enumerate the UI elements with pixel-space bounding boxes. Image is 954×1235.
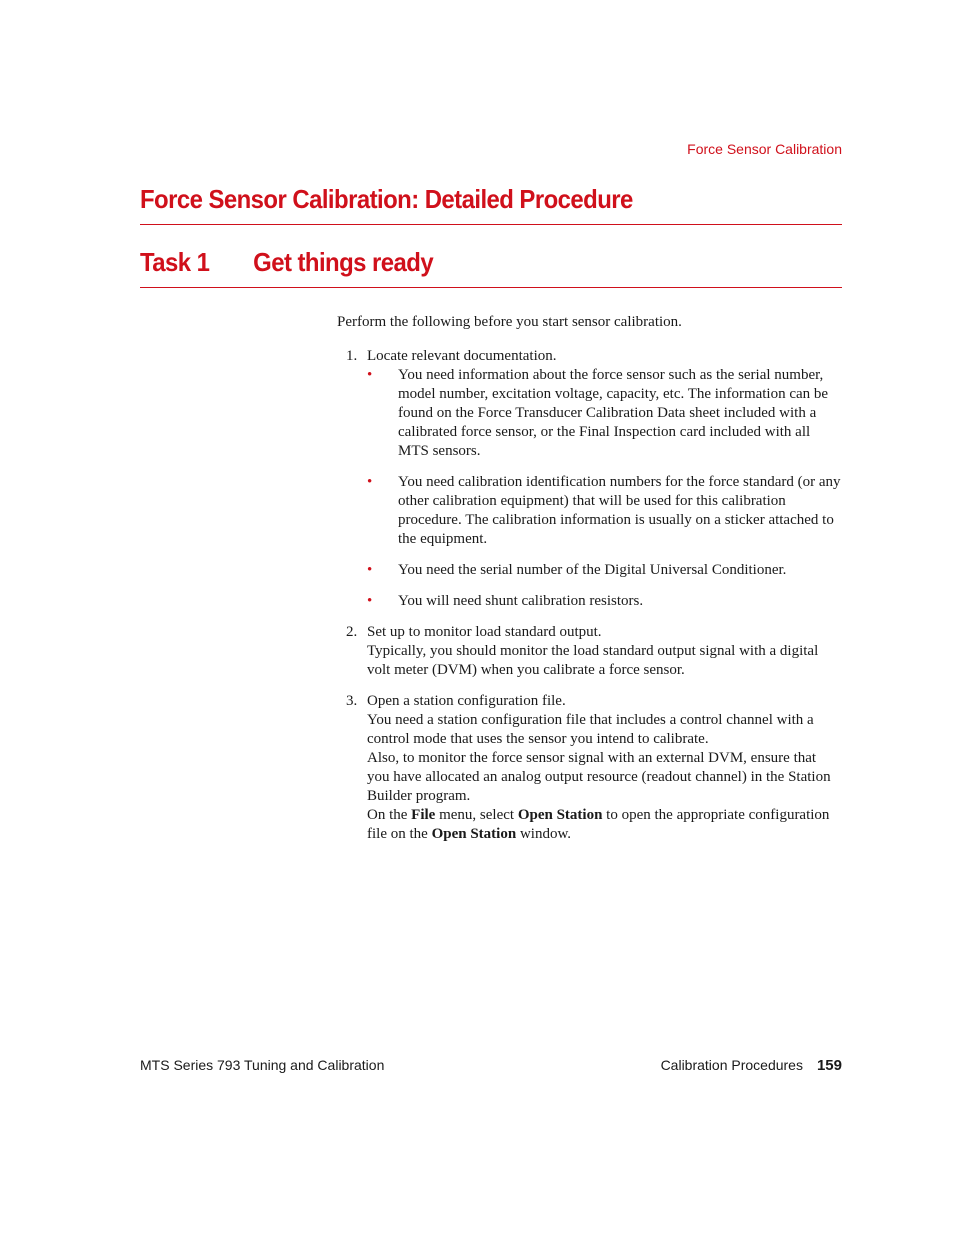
- step-number: 1.: [346, 348, 358, 364]
- footer-title: MTS Series 793 Tuning and Calibration: [140, 1057, 385, 1073]
- bullet-text: You will need shunt calibration resistors.: [398, 593, 644, 609]
- window-name-open-station: Open Station: [431, 826, 517, 842]
- bullet-text: You need information about the force sensor such as the serial number, model number, excitation voltage, capacity, etc. The information can be found on the Force Transducer Calibration Data sheet included with a calibrated force sensor, or the Final Inspection card included with all MTS sensors.: [398, 367, 829, 459]
- step-paragraph: Typically, you should monitor the load standard output signal with a digital volt meter (DVM) when you calibrate a force sensor.: [367, 643, 819, 678]
- step-1: [337, 347, 842, 611]
- step-instruction: [367, 806, 842, 844]
- footer-right: [661, 1057, 842, 1074]
- body-text: [337, 313, 842, 856]
- bullet-text: You need calibration identification numbers for the force standard (or any other calibration equipment) that will be used for this calibration procedure. The calibration information is usually on a sticker attached to the equipment.: [398, 474, 841, 547]
- step-text: Open a station configuration file.: [367, 693, 566, 709]
- bullet-item: [367, 561, 842, 580]
- task-title: Get things ready: [253, 247, 434, 277]
- bullet-icon: •: [367, 593, 373, 609]
- step-2: [337, 623, 842, 680]
- running-head: Force Sensor Calibration: [687, 141, 842, 157]
- bullet-item: [367, 473, 842, 549]
- task-heading-rule: [140, 287, 842, 288]
- step-paragraph: You need a station configuration file that includes a control channel with a control mode that uses the sensor you intend to calibrate.: [367, 712, 814, 747]
- footer-section: Calibration Procedures: [660, 1057, 803, 1073]
- menu-name-file: File: [411, 807, 436, 823]
- step-number: 2.: [346, 624, 358, 640]
- bullet-icon: •: [367, 367, 373, 383]
- page-number: 159: [816, 1057, 842, 1074]
- instruction-text: On the: [367, 807, 412, 823]
- task-number: Task 1: [140, 247, 210, 277]
- bullet-icon: •: [367, 562, 373, 578]
- instruction-text: window.: [516, 826, 572, 842]
- step-3: [337, 692, 842, 844]
- step-text: Set up to monitor load standard output.: [367, 624, 602, 640]
- step-paragraph: Also, to monitor the force sensor signal with an external DVM, ensure that you have allocated an analog output resource (readout channel) in the Station Builder program.: [367, 750, 831, 804]
- bullet-text: You need the serial number of the Digital Universal Conditioner.: [398, 562, 787, 578]
- step-text: Locate relevant documentation.: [367, 348, 557, 364]
- instruction-text: to open the appropriate configuration file on the: [367, 807, 830, 842]
- heading-rule: [140, 224, 842, 225]
- bullet-icon: •: [367, 474, 373, 490]
- intro-paragraph: Perform the following before you start sensor calibration.: [337, 314, 682, 330]
- step-number: 3.: [346, 693, 358, 709]
- menu-item-open-station: Open Station: [517, 807, 603, 823]
- bullet-item: [367, 366, 842, 461]
- section-heading: Force Sensor Calibration: Detailed Procedure: [140, 184, 633, 214]
- instruction-text: menu, select: [435, 807, 518, 823]
- task-heading: [140, 247, 786, 278]
- bullet-item: [367, 592, 842, 611]
